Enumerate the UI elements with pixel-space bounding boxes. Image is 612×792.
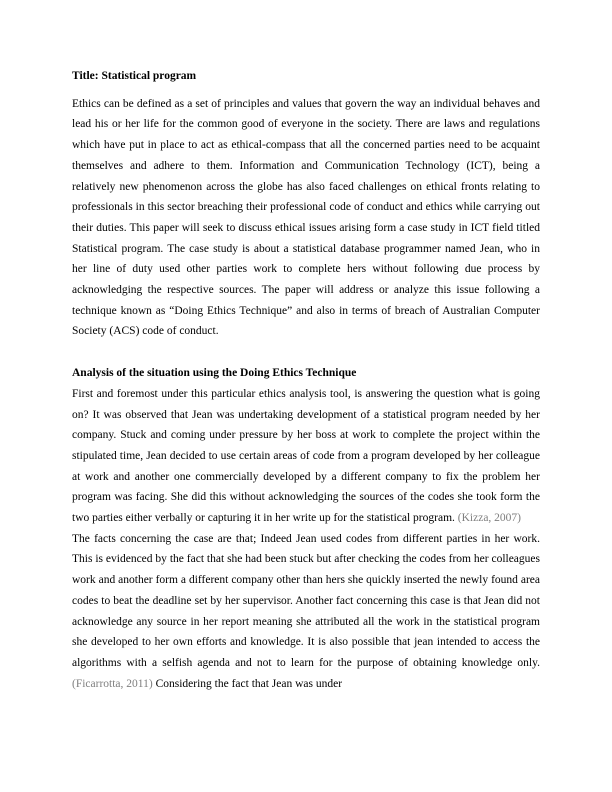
paragraph-spacer bbox=[72, 342, 540, 363]
citation-ficarrotta: (Ficarrotta, 2011) bbox=[72, 677, 153, 690]
intro-paragraph: Ethics can be defined as a set of principles and values that govern the way an individual behaves and lead his or her life for the common good of everyone in the society. There are laws and regulations which have put in place to act as ethical-compass that all the concerned parties need to be acquaint themselves and adhere to them. Information and Communication Technology (ICT), being a relatively new phenomenon across the globe has also faced challenges on ethical fronts relating to professionals in this sector breaching their professional code of conduct and ethics while carrying out their duties. This paper will seek to discuss ethical issues arising form a case study in ICT field titled Statistical program. The case study is about a statistical database programmer named Jean, who in her line of duty used other parties work to complete hers without following due process by acknowledging the respective sources. The paper will address or analyze this issue following a technique known as “Doing Ethics Technique” and also in terms of breach of Australian Computer Society (ACS) code of conduct. bbox=[72, 97, 540, 338]
analysis-paragraph-1 bbox=[72, 384, 540, 529]
citation-kizza: (Kizza, 2007) bbox=[457, 512, 522, 525]
analysis-paragraph-1-text: First and foremost under this particular ethics analysis tool, is answering the question what is going on? It was observed that Jean was undertaking development of a statistical program needed by her company. Stuck and coming under pressure by her boss at work to complete the project within the stipulated time, Jean decided to use certain areas of code from a program developed by her colleague at work and another one commercially developed by a different company to fix the problem her program was facing. She did this without acknowledging the sources of the codes she took form the two parties either verbally or capturing it in her write up for the statistical program. bbox=[72, 387, 540, 525]
section-heading: Analysis of the situation using the Doing Ethics Technique bbox=[72, 367, 357, 380]
document-title: Title: Statistical program bbox=[72, 70, 197, 82]
analysis-paragraph-2-text: The facts concerning the case are that; Indeed Jean used codes from different parties in her work. This is evidenced by the fact that she had been stuck but after checking the codes from her colleagues work and another form a different company other than hers she quickly inserted the newly found area codes to beat the deadline set by her supervisor. Another fact concerning this case is that Jean did not acknowledge any source in her report meaning she attributed all the work in the statistical program she developed to her own efforts and knowledge. It is also possible that jean intended to access the algorithms with a selfish agenda and not to learn for the purpose of obtaining knowledge only. bbox=[72, 532, 540, 669]
analysis-paragraph-2-continuation: Considering the fact that Jean was under bbox=[155, 677, 343, 690]
analysis-paragraph-2 bbox=[72, 529, 540, 695]
document-page bbox=[72, 66, 540, 694]
